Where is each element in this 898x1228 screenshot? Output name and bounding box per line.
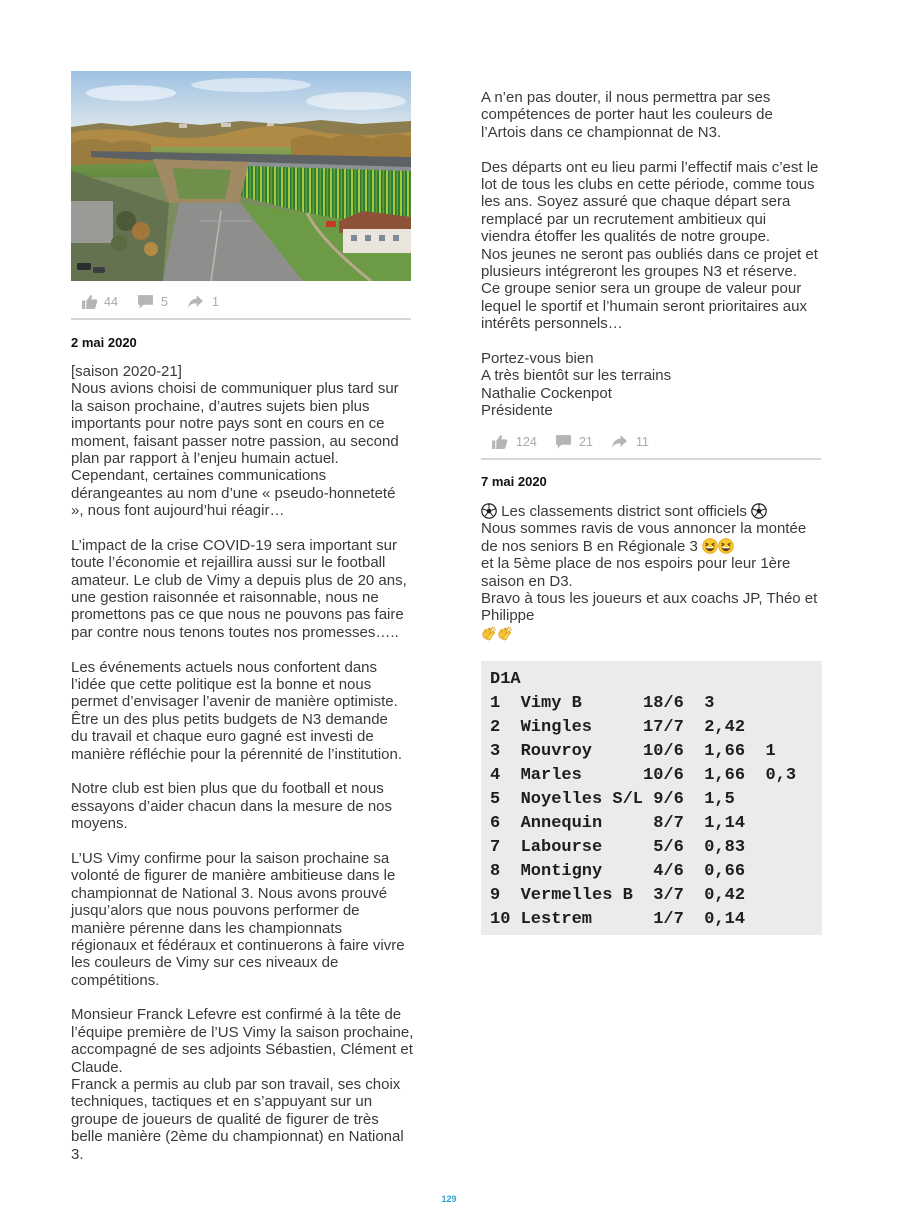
text-line: Portez-vous bien: [481, 349, 594, 367]
comment-icon: [137, 293, 154, 310]
text-line: Franck a permis au club par son travail, ses choix: [71, 1076, 401, 1094]
text-line: par contre nous tenons toutes nos promesses…..: [71, 623, 399, 641]
stadium-photo: [71, 71, 411, 281]
text-line: Claude.: [71, 1058, 123, 1076]
text-line: [481, 520, 826, 537]
standings-row: [490, 812, 815, 836]
standings-row: [490, 836, 815, 860]
standings-average: 0,66: [704, 862, 746, 881]
standings-team: Rouvroy: [520, 742, 593, 761]
soccer-ball-icon: [481, 503, 497, 519]
text-segment: de nos seniors B en Régionale 3: [481, 537, 702, 555]
standings-team: Labourse: [520, 838, 603, 857]
text-line: Être un des plus petits budgets de N3 demande: [71, 710, 388, 728]
text-line: régionaux et fédéraux et continuerons à faire vivre: [71, 936, 405, 954]
share-count: 1: [212, 295, 219, 309]
standings-score: 5/6: [653, 838, 684, 857]
standings-row: [490, 716, 815, 740]
standings-average: 1,14: [704, 814, 746, 833]
text-line: une gestion raisonnée et raisonnable, nous ne: [71, 589, 379, 607]
clapping-hands-icon: [497, 625, 513, 641]
post-body-continued: [481, 89, 826, 419]
text-line: [481, 590, 826, 607]
standings-score: 10/6: [643, 766, 684, 785]
text-line: Notre club est bien plus que du football et nous: [71, 780, 384, 798]
text-line: Monsieur Franck Lefevre est confirmé à la tête de: [71, 1006, 402, 1024]
text-line: L’impact de la crise COVID-19 sera important sur: [71, 536, 397, 554]
text-line: [481, 607, 826, 624]
text-line: amateur. Le club de Vimy a depuis plus de 20 ans,: [71, 571, 407, 589]
standings-row: [490, 884, 815, 908]
thumbs-up-icon: [81, 293, 98, 310]
paragraph: [71, 659, 416, 763]
standings-row: [490, 788, 815, 812]
comment-count: 5: [161, 295, 168, 309]
photo-reactions: [71, 293, 411, 311]
text-segment: Nous sommes ravis de vous annoncer la montée: [481, 520, 807, 538]
text-line: permet d’envisager l’avenir de manière optimiste.: [71, 693, 398, 711]
text-line: essayons d’aider chacun dans la mesure de nos: [71, 797, 393, 815]
paragraph: [71, 850, 416, 989]
standings-team: Montigny: [520, 862, 603, 881]
comment-count: 21: [579, 435, 593, 449]
standings-rank: 4: [490, 766, 501, 785]
standings-team: Noyelles S/L: [520, 790, 644, 809]
standings-extra: 0,3: [765, 766, 797, 785]
text-line: manière réfléchie pour la pérennité de l’institution.: [71, 745, 403, 763]
text-line: [481, 538, 826, 555]
standings-average: 0,83: [704, 838, 746, 857]
text-line: importants pour notre pays sont en cours en ce: [71, 415, 385, 433]
paragraph: [71, 363, 416, 520]
text-segment: Philippe: [481, 607, 535, 625]
paragraph: [71, 1006, 416, 1163]
like-count: 124: [516, 435, 537, 449]
post-date: 7 mai 2020: [481, 474, 547, 489]
text-line: moyens.: [71, 815, 128, 833]
standings-team: Annequin: [520, 814, 603, 833]
standings-score: 8/7: [653, 814, 684, 833]
text-line: moment, faisant passer notre passion, au second: [71, 432, 399, 450]
standings-rank: 3: [490, 742, 501, 761]
comment-icon: [555, 433, 572, 450]
text-line: du travail et chaque euro gagné est investi de: [71, 728, 374, 746]
text-line: Des départs ont eu lieu parmi l’effectif mais c’est le: [481, 158, 819, 176]
share-icon: [187, 293, 204, 310]
text-line: groupe de joueurs de qualité de figurer de très: [71, 1110, 379, 1128]
standings-average: 3: [704, 694, 715, 713]
share-icon: [611, 433, 628, 450]
standings-average: 1,66: [704, 742, 746, 761]
standings-rank: 10: [490, 910, 511, 929]
standings-average: 0,14: [704, 910, 746, 929]
standings-rank: 2: [490, 718, 501, 737]
standings-team: Vimy B: [520, 694, 582, 713]
paragraph: [71, 537, 416, 641]
post-date: 2 mai 2020: [71, 335, 137, 350]
text-line: [481, 625, 826, 642]
standings-row: [490, 908, 815, 932]
standings-average: 1,5: [704, 790, 735, 809]
paragraph: [481, 503, 826, 642]
text-line: L’US Vimy confirme pour la saison prochaine sa: [71, 849, 390, 867]
paragraph: [481, 350, 826, 420]
text-line: Ce groupe senior sera un groupe de valeur pour: [481, 280, 802, 298]
text-line: Présidente: [481, 402, 553, 420]
standings-rank: 5: [490, 790, 501, 809]
text-line: compétences de porter haut les couleurs de: [481, 106, 773, 124]
standings-team: Marles: [520, 766, 582, 785]
text-line: plan par rapport à l’enjeu humain actuel.: [71, 449, 339, 467]
standings-score: 18/6: [643, 694, 684, 713]
text-segment: saison en D3.: [481, 572, 573, 590]
text-line: lot de tous les clubs en cette période, comme tous: [481, 175, 815, 193]
text-line: A n’en pas douter, il nous permettra par ses: [481, 89, 771, 106]
text-line: intérêts personnels…: [481, 315, 623, 333]
text-line: », nous font aujourd’hui réagir…: [71, 502, 285, 520]
laughing-face-icon: [702, 538, 718, 554]
standings-row: [490, 740, 815, 764]
standings-average: 0,42: [704, 886, 746, 905]
text-line: 3.: [71, 1145, 84, 1163]
standings-rank: 7: [490, 838, 501, 857]
text-line: A très bientôt sur les terrains: [481, 367, 672, 385]
text-line: jusqu’alors que nous pouvons performer de: [71, 902, 360, 920]
soccer-ball-icon: [751, 503, 767, 519]
post-body: [481, 503, 826, 642]
text-line: [saison 2020-21]: [71, 363, 182, 380]
text-line: promettons pas ce que nous ne pouvons pas faire: [71, 606, 404, 624]
text-line: dérangeantes au nom d’une « pseudo-honneteté: [71, 484, 396, 502]
standings-rank: 9: [490, 886, 501, 905]
text-line: Cependant, certaines communications: [71, 467, 327, 485]
text-line: remplacé par un recrutement ambitieux qui: [481, 210, 767, 228]
text-line: Nous avions choisi de communiquer plus tard sur: [71, 380, 399, 398]
standings-average: 1,66: [704, 766, 746, 785]
share-count: 11: [636, 435, 649, 449]
text-line: les ans. Soyez assuré que chaque départ sera: [481, 193, 791, 211]
text-line: belle manière (2ème du championnat) en National: [71, 1128, 404, 1146]
text-line: accompagné de ses adjoints Sébastien, Clément et: [71, 1041, 413, 1059]
standings-score: 1/7: [653, 910, 684, 929]
text-segment: Les classements district sont officiels: [497, 503, 751, 520]
post-divider: [481, 458, 821, 460]
text-line: plusieurs intégreront les groupes N3 et réserve.: [481, 262, 797, 280]
text-line: volonté de figurer de manière ambitieuse dans le: [71, 867, 396, 885]
text-line: techniques, tactiques et en s’appuyant sur un: [71, 1093, 373, 1111]
standings-row: [490, 692, 815, 716]
text-line: les couleurs de Vimy sur ces niveaux de: [71, 954, 339, 972]
text-line: [481, 555, 826, 572]
text-line: lequel le sportif et l’humain seront prioritaires aux: [481, 297, 807, 315]
text-line: l’Artois dans ce championnat de N3.: [481, 123, 722, 141]
paragraph: [481, 159, 826, 333]
standings-rank: 1: [490, 694, 501, 713]
standings-row: [490, 764, 815, 788]
page-number: 129: [441, 1194, 457, 1204]
standings-score: 4/6: [653, 862, 684, 881]
standings-row: [490, 860, 815, 884]
standings-rank: 6: [490, 814, 501, 833]
standings-score: 9/6: [653, 790, 684, 809]
paragraph: [71, 780, 416, 832]
text-line: [481, 573, 826, 590]
text-line: manière pérenne dans les championnats: [71, 919, 343, 937]
text-line: la saison prochaine, d’autres sujets bien plus: [71, 397, 370, 415]
standings-team: Lestrem: [520, 910, 593, 929]
standings-rank: 8: [490, 862, 501, 881]
post-divider: [71, 318, 411, 320]
standings-score: 10/6: [643, 742, 684, 761]
standings-extra: 1: [765, 742, 776, 761]
text-line: Nathalie Cockenpot: [481, 384, 612, 402]
standings-title: D1A: [490, 670, 521, 689]
standings-score: 3/7: [653, 886, 684, 905]
text-line: viendra étoffer les qualités de notre groupe.: [481, 228, 771, 246]
text-line: Les événements actuels nous confortent dans: [71, 658, 378, 676]
text-line: compétitions.: [71, 971, 160, 989]
thumbs-up-icon: [491, 433, 508, 450]
paragraph: [481, 89, 826, 141]
text-line: l’idée que cette politique est la bonne et nous: [71, 676, 372, 694]
text-segment: Bravo à tous les joueurs et aux coachs JP, Théo et: [481, 589, 818, 607]
text-line: toute l’économie et rejaillira aussi sur le football: [71, 554, 386, 572]
standings-image: [481, 661, 822, 935]
text-line: Nos jeunes ne seront pas oubliés dans ce projet et: [481, 245, 818, 263]
text-segment: et la 5ème place de nos espoirs pour leur 1ère: [481, 555, 791, 573]
standings-average: 2,42: [704, 718, 746, 737]
like-count: 44: [104, 295, 118, 309]
post-body: [71, 363, 416, 1163]
standings-score: 17/7: [643, 718, 684, 737]
text-line: [481, 503, 826, 520]
clapping-hands-icon: [481, 625, 497, 641]
standings-team: Vermelles B: [520, 886, 633, 905]
text-line: l’équipe première de l’US Vimy la saison prochaine,: [71, 1023, 414, 1041]
laughing-face-icon: [718, 538, 734, 554]
post-reactions: [481, 433, 821, 451]
standings-team: Wingles: [520, 718, 593, 737]
text-line: championnat de National 3. Nous avons prouvé: [71, 884, 388, 902]
